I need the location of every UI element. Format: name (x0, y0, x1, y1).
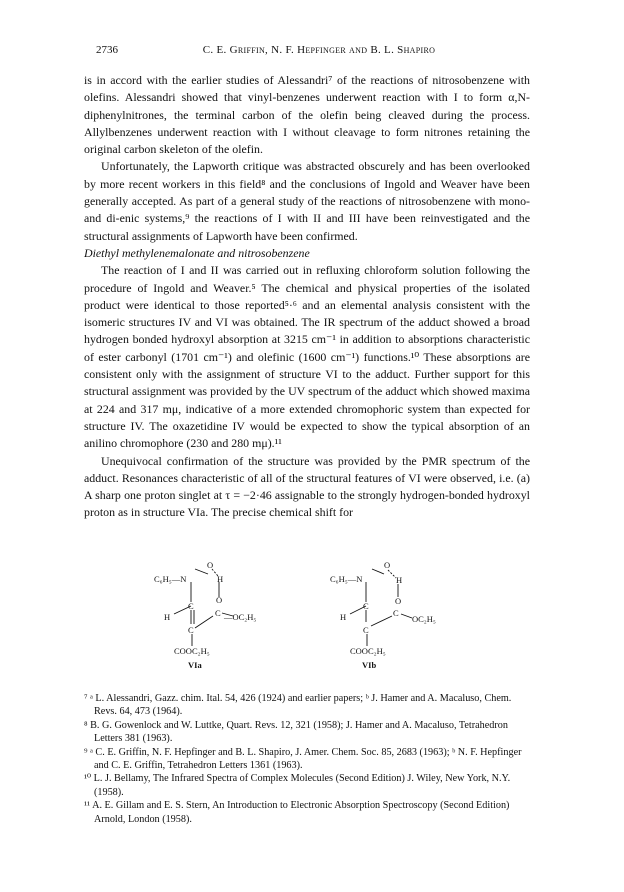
footnote-7: ⁷ ᵃ L. Alessandri, Gazz. chim. Ital. 54, 426 (1924) and earlier papers; ᵇ J. Hamer and A. Macaluso, Chem. Revs. 64, 473 (1964). (84, 693, 512, 718)
vib-bond-n-o (372, 569, 384, 574)
via-h-top: H (217, 574, 224, 584)
footnote-11: ¹¹ A. E. Gillam and E. S. Stern, An Introduction to Electronic Absorption Spectroscopy (Second Edition) Arnold, London (1958). (84, 800, 510, 825)
footnotes (84, 692, 530, 826)
vib-phenyl-n: C₆H₅—N (330, 574, 363, 584)
chemical-structures (150, 558, 480, 670)
paragraph-3: The reaction of I and II was carried out in refluxing chloroform solution following the procedure of Ingold and Weaver.⁵ The chemical and physical properties of the isolated product were identical to those reported⁵·⁶ and an elemental analysis consistent with the isomeric structures IV and VI was obtained. The IR spectrum of the adduct showed a broad hydrogen bonded hydroxyl absorption at 3215 cm⁻¹ in addition to absorptions characteristic of ester carbonyl (1701 cm⁻¹) and olefinic (1600 cm⁻¹) functions.¹⁰ These absorptions are consistent only with the assignment of structure VI to the adduct. Further support for this structural assignment was provided by the UV spectrum of the adduct which showed maxima at 224 and 317 mμ, indicative of a more extended chromophoric system than expected for structure IV. The oxazetidine IV would be expected to show the typical absorption of an anilino chromophore (230 and 280 mμ).¹¹ (84, 263, 530, 451)
via-cooet: COOC₂H₅ (174, 646, 210, 656)
vib-h-top: H (396, 575, 403, 585)
vib-h-left: H (340, 612, 347, 622)
footnote-10: ¹⁰ L. J. Bellamy, The Infrared Spectra of Complex Molecules (Second Edition) J. Wiley, New York, N.Y. (1958). (84, 773, 511, 798)
footnote-9: ⁹ ᵃ C. E. Griffin, N. F. Hepfinger and B. L. Shapiro, J. Amer. Chem. Soc. 85, 2683 (1963); ᵇ N. F. Hepfinger and C. E. Griffin, Tetrahedron Letters 1361 (1963). (84, 746, 522, 772)
via-labels (154, 560, 256, 670)
via-h-left: H (164, 612, 171, 622)
via-c-left: C (188, 625, 194, 635)
vib-o-ring: O (395, 596, 402, 606)
page-number: 2736 (96, 44, 118, 56)
vib-c-left: C (363, 625, 369, 635)
vib-hbond (388, 570, 396, 578)
via-o-top: O (207, 560, 214, 570)
via-phenyl-n: C₆H₅—N (154, 574, 187, 584)
via-c-mid: C (188, 601, 194, 611)
via-c-ester: C (215, 608, 221, 618)
via-o-dbl: O (216, 595, 223, 605)
vib-c-mid: C (363, 601, 369, 611)
vib-bond-c-oet (401, 614, 412, 618)
section-heading: Diethyl methylenemalonate and nitrosobenzene (84, 245, 310, 260)
vib-oet: OC₂H₅ (412, 614, 436, 624)
paragraph-2: Unfortunately, the Lapworth critique was abstracted obscurely and has been overlooked by more recent workers in this field⁸ and the conclusions of Ingold and Weaver have been generally accepted. As part of a general study of the reactions of nitrosobenzene with mono- and di-enic systems,⁹ the reactions of I with II and III have been reinvestigated and the structural assignments of Lapworth have been confirmed. (84, 159, 530, 243)
header-authors: C. E. Griffin, N. F. Hepfinger and B. L. Shapiro (202, 44, 436, 56)
vib-bond-c-cring (371, 616, 392, 626)
paragraph-4: Unequivocal confirmation of the structure was provided by the PMR spectrum of the adduct. Resonances characteristic of all of the structural features of VI were observed, i.e. (a) A sharp one proton singlet at τ = −2·46 assignable to the strongly hydrogen-bonded hydroxyl proton as in structure VIa. The precise chemical shift for (84, 453, 530, 520)
footnote-8: ⁸ B. G. Gowenlock and W. Luttke, Quart. Revs. 12, 321 (1958); J. Hamer and A. Macaluso, Tetrahedron Letters 381 (1963). (84, 719, 508, 745)
body-text (84, 72, 530, 522)
vib-o-top: O (384, 560, 391, 570)
via-oet: —OC₂H₅ (224, 612, 257, 622)
vib-label: VIb (362, 660, 377, 670)
bond-c-cester (195, 616, 213, 628)
paragraph-1: is in accord with the earlier studies of Alessandri⁷ of the reactions of nitrosobenzene with olefins. Alessandri showed that vinyl-benzenes underwent reaction with I to form α,N-diphenylnitrones, the terminal carbon of the olefin being cleaved during the process. Allylbenzenes underwent reaction with I without cleavage to form nitrones retaining the original carbon skeleton of the olefin. (84, 73, 530, 157)
vib-labels (330, 560, 436, 670)
structure-diagrams-svg (150, 558, 480, 670)
vib-cooet: COOC₂H₅ (350, 646, 386, 656)
via-label: VIa (188, 660, 202, 670)
vib-c-ring: C (393, 608, 399, 618)
